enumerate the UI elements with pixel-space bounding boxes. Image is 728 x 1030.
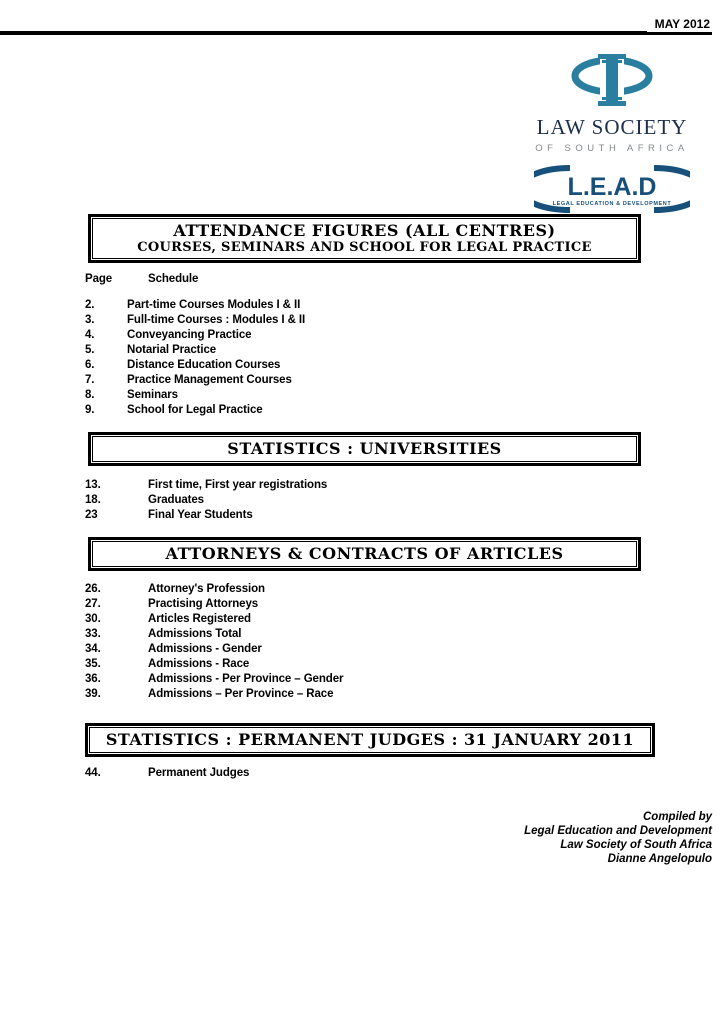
page-number: 8.	[85, 389, 95, 401]
schedule-label: Permanent Judges	[148, 767, 250, 779]
page-number: 13.	[85, 479, 101, 491]
schedule-label: Admissions Total	[148, 628, 242, 640]
section-header-statistics-universities	[88, 432, 641, 466]
section-title: ATTORNEYS & CONTRACTS OF ARTICLES	[165, 544, 564, 563]
section-header-permanent-judges	[85, 723, 655, 757]
page-number: 5.	[85, 344, 95, 356]
table-row	[85, 478, 688, 493]
schedule-label: School for Legal Practice	[127, 404, 263, 416]
page-number: 2.	[85, 299, 95, 311]
page-column-header: Page	[85, 273, 113, 285]
section-header-attorneys-articles	[88, 537, 641, 571]
section-subtitle: COURSES, SEMINARS AND SCHOOL FOR LEGAL PRACTICE	[137, 240, 592, 255]
compiled-by-line: Compiled by	[642, 811, 712, 823]
table-row	[85, 766, 688, 781]
page-number: 36.	[85, 673, 101, 685]
page-number: 30.	[85, 613, 101, 625]
law-society-column-icon	[562, 52, 662, 108]
schedule-label: Graduates	[148, 494, 204, 506]
page-number: 23	[85, 509, 98, 521]
table-row	[85, 627, 688, 642]
page-number: 7.	[85, 374, 95, 386]
toc-column-headers	[85, 272, 688, 287]
table-row	[85, 313, 688, 328]
table-row	[85, 657, 688, 672]
schedule-label: Practice Management Courses	[127, 374, 292, 386]
section-title: STATISTICS : PERMANENT JUDGES : 31 JANUARY 2011	[105, 730, 635, 749]
horizontal-rule	[0, 31, 647, 35]
page-number: 18.	[85, 494, 101, 506]
schedule-label: Part-time Courses Modules I & II	[127, 299, 301, 311]
toc-list-judges	[85, 766, 688, 781]
table-row	[85, 373, 688, 388]
page-number: 44.	[85, 767, 101, 779]
page-number: 27.	[85, 598, 101, 610]
org-name: LAW SOCIETY	[536, 115, 688, 139]
schedule-label: Attorney's Profession	[148, 583, 265, 595]
schedule-label: Practising Attorneys	[148, 598, 259, 610]
compiled-by-line: Dianne Angelopulo	[607, 853, 712, 865]
page-number: 33.	[85, 628, 101, 640]
toc-list-universities	[85, 478, 688, 523]
page-number: 9.	[85, 404, 95, 416]
org-subtitle: OF SOUTH AFRICA	[535, 143, 689, 154]
table-row	[85, 343, 688, 358]
compiled-by-line: Legal Education and Development	[524, 825, 712, 837]
lead-name: L.E.A.D	[567, 173, 657, 201]
page-number: 4.	[85, 329, 95, 341]
page-number: 6.	[85, 359, 95, 371]
table-row	[85, 612, 688, 627]
table-row	[85, 597, 688, 612]
table-row	[85, 642, 688, 657]
table-row	[85, 298, 688, 313]
table-row	[85, 582, 688, 597]
compiled-by-block	[524, 810, 712, 866]
table-row	[85, 328, 688, 343]
law-society-logo-block	[512, 52, 712, 218]
schedule-label: Distance Education Courses	[127, 359, 281, 371]
schedule-label: First time, First year registrations	[148, 479, 328, 491]
schedule-column-header: Schedule	[148, 273, 199, 285]
toc-list-attendance	[85, 298, 688, 418]
page-number: 39.	[85, 688, 101, 700]
schedule-label: Admissions - Per Province – Gender	[148, 673, 344, 685]
schedule-label: Full-time Courses : Modules I & II	[127, 314, 306, 326]
schedule-label: Articles Registered	[148, 613, 251, 625]
section-title: STATISTICS : UNIVERSITIES	[227, 439, 502, 458]
table-row	[85, 493, 688, 508]
lead-logo	[534, 165, 690, 213]
page-number: 35.	[85, 658, 101, 670]
toc-list-attorneys	[85, 582, 688, 702]
lead-subtitle: LEGAL EDUCATION & DEVELOPMENT	[552, 201, 672, 207]
page-number: 3.	[85, 314, 95, 326]
schedule-label: Admissions - Race	[148, 658, 250, 670]
page-number: 34.	[85, 643, 101, 655]
date-label: MAY 2012	[647, 17, 712, 35]
schedule-label: Final Year Students	[148, 509, 253, 521]
schedule-label: Conveyancing Practice	[127, 329, 252, 341]
table-row	[85, 403, 688, 418]
schedule-label: Notarial Practice	[127, 344, 217, 356]
schedule-label: Admissions – Per Province – Race	[148, 688, 334, 700]
section-title: ATTENDANCE FIGURES (ALL CENTRES)	[173, 221, 556, 240]
section-header-attendance-figures	[88, 214, 641, 263]
table-row	[85, 508, 688, 523]
table-row	[85, 388, 688, 403]
schedule-label: Admissions - Gender	[148, 643, 262, 655]
header-rule	[0, 17, 712, 35]
table-row	[85, 358, 688, 373]
compiled-by-line: Law Society of South Africa	[560, 839, 712, 851]
table-row	[85, 672, 688, 687]
schedule-label: Seminars	[127, 389, 178, 401]
page-number: 26.	[85, 583, 101, 595]
table-row	[85, 687, 688, 702]
